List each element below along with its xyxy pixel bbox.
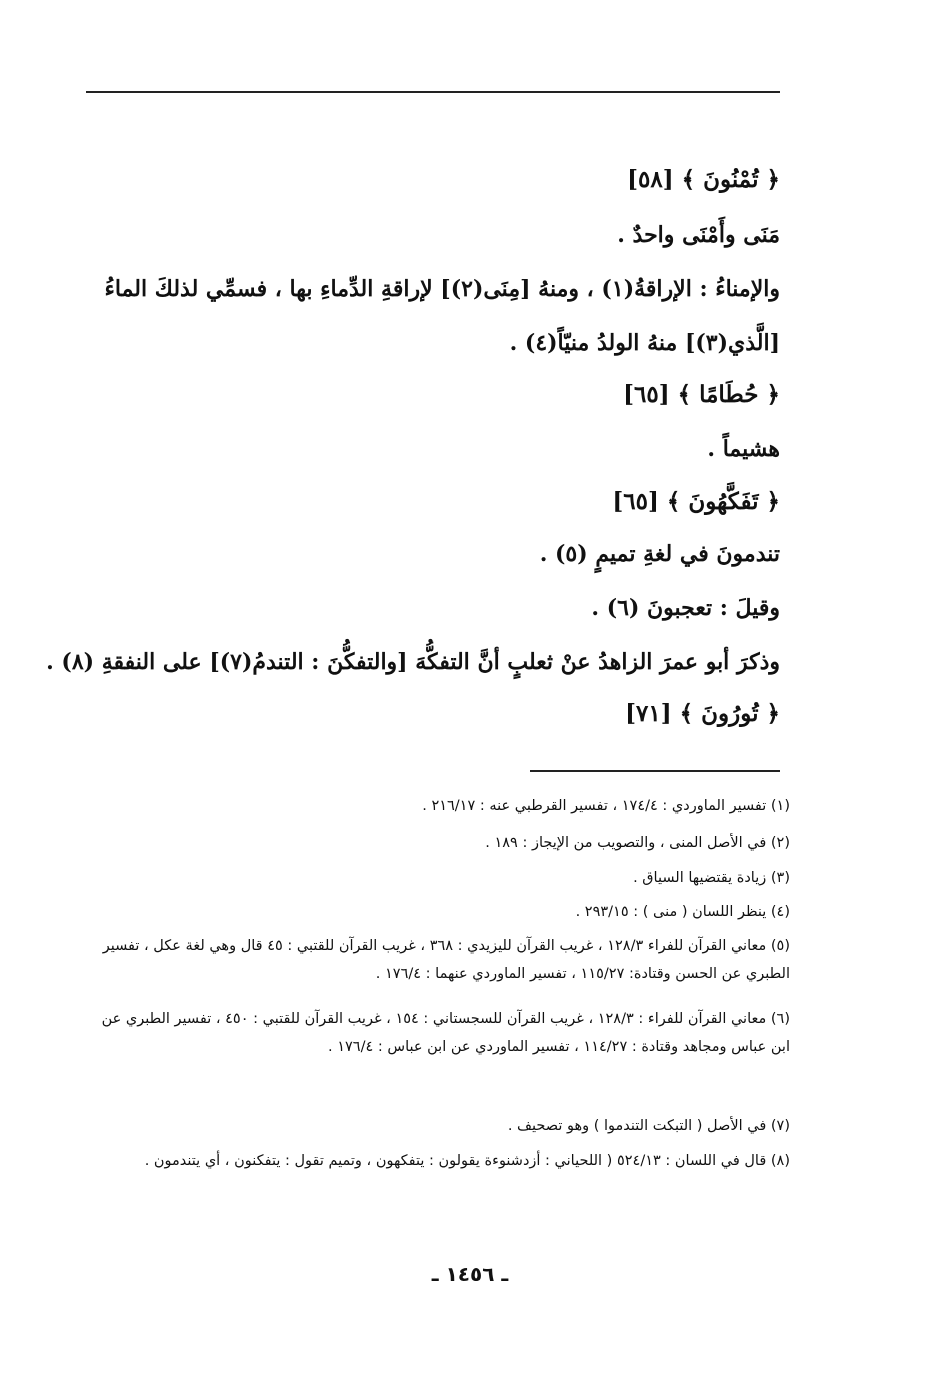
entry-body-line: هشيماً . (707, 436, 780, 462)
entry-body-line: تندمونَ في لغةِ تميمٍ (٥) . (539, 541, 780, 567)
footnote-4: (٤) ينظر اللسان ( منى ) : ٢٩٣/١٥ . (575, 904, 790, 920)
entry-body-line: [الَّذي(٣)] منهُ الولدُ منيّاً(٤) . (509, 330, 780, 356)
footnote-8: (٨) قال في اللسان : ٥٢٤/١٣ ( اللحياني : أزدشنوءة يقولون : يتفكهون ، وتميم تقول : يتفكنون ، أي يتندمون . (144, 1153, 790, 1169)
entry-heading-hutaman: ﴿ حُطَامًا ﴾ [٦٥] (623, 381, 780, 408)
top-rule (86, 91, 780, 93)
entry-body-line: مَنَى وأَمْنَى واحدٌ . (617, 222, 780, 248)
entry-heading-turun: ﴿ تُورُونَ ﴾ [٧١] (625, 700, 780, 727)
page-number: ـ ١٤٥٦ ـ (431, 1262, 509, 1286)
entry-body-line: والإمناءُ : الإراقةُ(١) ، ومنهُ [مِنَى(٢)] لإراقةِ الدِّماءِ بها ، فسمِّي لذلكَ الماءُ (104, 276, 780, 302)
footnote-2: (٢) في الأصل المنى ، والتصويب من الإيجاز : ١٨٩ . (485, 835, 790, 851)
footnote-5: (٥) معاني القرآن للفراء ١٢٨/٣ ، غريب القرآن لليزيدي : ٣٦٨ ، غريب القرآن للقتبي : ٤٥ قال وهي لغة عكل ، تفسير الطبري عن الحسن وقتادة: ١١٥/٢٧ ، تفسير الماوردي عنهما : ١٧٦/٤ . (102, 938, 790, 982)
entry-heading-tafakkahun: ﴿ تَفَكَّهُونَ ﴾ [٦٥] (612, 488, 780, 515)
footnote-3: (٣) زيادة يقتضيها السياق . (633, 870, 790, 886)
entry-body-line: وقيلَ : تعجبونَ (٦) . (591, 595, 780, 621)
footnote-rule (530, 770, 780, 772)
entry-heading-tumnun: ﴿ تُمْنُونَ ﴾ [٥٨] (627, 166, 780, 193)
footnote-6: (٦) معاني القرآن للفراء : ١٢٨/٣ ، غريب القرآن للسجستاني : ١٥٤ ، غريب القرآن للقتبي : ٤٥٠ ، تفسير الطبري عن ابن عباس ومجاهد وقتادة : ١١٤/٢٧ ، تفسير الماوردي عن ابن عباس : ١٧٦/٤ . (101, 1011, 790, 1055)
footnote-1: (١) تفسير الماوردي : ١٧٤/٤ ، تفسير القرطبي عنه : ٢١٦/١٧ . (422, 798, 790, 814)
entry-body-line: وذكرَ أبو عمرَ الزاهدُ عنْ ثعلبٍ أنَّ التفكُّهَ [والتفكُّنَ : التندمُ(٧)] على النفقةِ (٨) . (46, 649, 780, 675)
footnote-7: (٧) في الأصل ( التبكت التندموا ) وهو تصحيف . (507, 1118, 790, 1134)
